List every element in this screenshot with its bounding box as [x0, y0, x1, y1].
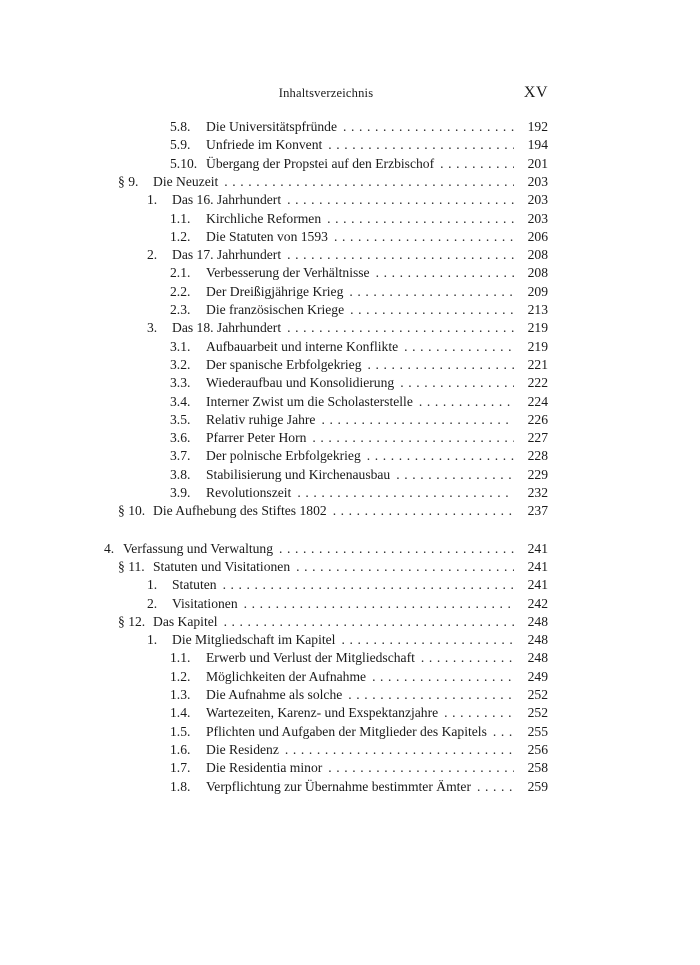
toc-entry-number: 5.10. [170, 155, 198, 171]
toc-leader-dots [287, 319, 514, 337]
toc-entry [170, 429, 548, 447]
toc-entry-number: § 12. [118, 613, 146, 629]
toc-entry-page: 203 [527, 173, 548, 189]
toc-entry-title: Die Residentia minor [206, 760, 323, 776]
toc-entry-title: Pfarrer Peter Horn [206, 430, 307, 446]
toc-entry [170, 411, 548, 429]
toc-entry-page: 208 [527, 247, 548, 263]
toc-entry-number: 1.7. [170, 760, 191, 776]
toc-entry-page: 219 [527, 320, 548, 336]
toc-entry-number: 5.9. [170, 137, 191, 153]
toc-entry [170, 759, 548, 777]
toc-leader-dots [334, 228, 514, 246]
toc-entry-title: Interner Zwist um die Scholasterstelle [206, 393, 413, 409]
toc-leader-dots [477, 778, 514, 796]
toc-entry [170, 136, 548, 154]
toc-entry-page: 258 [527, 760, 548, 776]
toc-entry-number: 1.2. [170, 668, 191, 684]
toc-entry-number: 1.6. [170, 741, 191, 757]
toc-entry [170, 393, 548, 411]
toc-entry-title: Stabilisierung und Kirchenausbau [206, 466, 391, 482]
toc-entry [170, 228, 548, 246]
toc-entry [118, 613, 548, 631]
toc-entry [170, 723, 548, 741]
toc-entry-number: 3.9. [170, 485, 191, 500]
toc-entry [104, 540, 548, 558]
toc-leader-dots [376, 264, 514, 282]
toc-entry [118, 558, 548, 576]
toc-entry [147, 191, 548, 209]
toc-entry-title: Die Statuten von 1593 [206, 228, 328, 244]
toc-entry-page: 194 [527, 137, 548, 153]
toc-entry-number: 5.8. [170, 119, 191, 134]
toc-leader-dots [404, 338, 514, 356]
toc-leader-dots [400, 374, 514, 392]
toc-entry-number: 2.2. [170, 283, 191, 299]
toc-entry-page: 222 [527, 375, 548, 391]
toc-leader-dots [321, 411, 514, 429]
toc-entry [170, 649, 548, 667]
toc-entry-number: § 11. [118, 558, 145, 574]
toc-entry [170, 338, 548, 356]
toc-entry-number: 3.4. [170, 393, 191, 409]
toc-entry-page: 203 [527, 210, 548, 226]
toc-entry [170, 356, 548, 374]
toc-entry [170, 668, 548, 686]
toc-entry-page: 203 [527, 192, 548, 208]
toc-entry-page: 227 [527, 430, 548, 446]
toc-entry-page: 252 [527, 705, 548, 721]
toc-entry-page: 241 [527, 540, 548, 556]
running-head-title: Inhaltsverzeichnis [278, 86, 374, 100]
toc-entry-page: 209 [527, 283, 548, 299]
toc-leader-dots [444, 704, 514, 722]
toc-entry [170, 447, 548, 465]
toc-entry-number: 2.3. [170, 302, 191, 317]
toc-entry-title: Verpflichtung zur Übernahme bestimmter Ämter [206, 778, 471, 794]
toc-entry-page: 252 [527, 687, 548, 702]
toc-leader-dots [349, 283, 514, 301]
toc-leader-dots [312, 429, 514, 447]
toc-entry [147, 246, 548, 264]
toc-entry-title: Kirchliche Reformen [206, 210, 322, 226]
toc-entry-title: Statuten [172, 577, 217, 593]
toc-leader-dots [440, 155, 514, 173]
toc-entry-number: 3.8. [170, 466, 191, 482]
toc-entry-page: 248 [527, 632, 548, 648]
toc-entry-page: 259 [527, 778, 548, 794]
toc-leader-dots [421, 649, 514, 667]
toc-leader-dots [224, 173, 514, 191]
toc-entry [170, 466, 548, 484]
toc-entry [147, 576, 548, 594]
toc-entry-title: Die Mitgliedschaft im Kapitel [172, 632, 336, 648]
toc-leader-dots [333, 502, 514, 520]
toc-entry [147, 595, 548, 613]
toc-entry-title: Wartezeiten, Karenz- und Exspektanzjahre [206, 705, 439, 721]
toc-entry-title: Der spanische Erbfolgekrieg [206, 356, 362, 372]
toc-entry-title: Die Universitätspfründe [206, 119, 337, 134]
toc-entry-number: 1.4. [170, 705, 191, 721]
running-head [104, 84, 548, 104]
toc-entry [170, 210, 548, 228]
toc-leader-dots [328, 759, 514, 777]
toc-entry-title: Die Residenz [206, 741, 279, 757]
toc-entry [147, 319, 548, 337]
toc-entry-title: Übergang der Propstei auf den Erzbischof [206, 155, 435, 171]
toc-entry-page: 232 [527, 485, 548, 500]
toc-entry-number: 1.5. [170, 723, 191, 739]
toc-entry-page: 237 [527, 503, 548, 519]
toc-leader-dots [367, 447, 514, 465]
toc-leader-dots [297, 484, 514, 502]
toc-entry-title: Revolutionszeit [206, 485, 292, 500]
running-head-page-number: XV [523, 84, 548, 101]
toc-entry-number: 3.3. [170, 375, 191, 391]
toc-entry-number: 1.8. [170, 778, 191, 794]
toc-entry-page: 241 [527, 558, 548, 574]
toc-leader-dots [343, 118, 514, 136]
toc-entry-number: 1. [147, 577, 158, 593]
toc-entry [118, 173, 548, 191]
toc-entry-page: 224 [527, 393, 548, 409]
toc-entry [170, 301, 548, 319]
toc-entry-page: 228 [527, 448, 548, 464]
toc-leader-dots [287, 191, 514, 209]
toc-leader-dots [285, 741, 514, 759]
toc-entry-page: 249 [527, 668, 548, 684]
toc-entry-number: 1. [147, 632, 158, 648]
toc-entry-title: Verfassung und Verwaltung [123, 540, 274, 556]
toc-entry-title: Erwerb und Verlust der Mitgliedschaft [206, 650, 415, 666]
toc-entry [170, 704, 548, 722]
toc-entry-page: 206 [527, 228, 548, 244]
toc-entry [170, 155, 548, 173]
toc-entry-title: Die französischen Kriege [206, 302, 345, 317]
toc-entry-title: Der Dreißigjährige Krieg [206, 283, 344, 299]
toc-entry-number: 3.6. [170, 430, 191, 446]
toc-entry [170, 118, 548, 136]
toc-entry-title: Relativ ruhige Jahre [206, 411, 316, 427]
toc-entry-title: Aufbauarbeit und interne Konflikte [206, 338, 399, 354]
toc-leader-dots [372, 668, 514, 686]
toc-entry-title: Das Kapitel [153, 613, 218, 629]
toc-entry-title: Das 17. Jahrhundert [172, 247, 282, 263]
toc-entry-title: Der polnische Erbfolgekrieg [206, 448, 361, 464]
toc-entry-page: 213 [527, 302, 548, 317]
toc-leader-dots [341, 631, 514, 649]
toc-entry-title: Pflichten und Aufgaben der Mitglieder des Kapitels [206, 723, 487, 739]
toc-entry-title: Möglichkeiten der Aufnahme [206, 668, 367, 684]
toc-leader-dots [348, 686, 514, 704]
toc-entry-page: 248 [527, 650, 548, 666]
toc-entry [170, 686, 548, 704]
toc-entry [147, 631, 548, 649]
toc-entry-page: 256 [527, 741, 548, 757]
toc-leader-dots [396, 466, 514, 484]
toc-entry-number: 2. [147, 595, 158, 611]
toc-entry-title: Statuten und Visitationen [153, 558, 291, 574]
toc-entry-number: 3. [147, 320, 158, 336]
toc-leader-dots [223, 576, 514, 594]
toc-entry-page: 219 [527, 338, 548, 354]
toc-entry-page: 248 [527, 613, 548, 629]
toc-leader-dots [279, 540, 514, 558]
toc-entry-number: 1.2. [170, 228, 191, 244]
toc-entry-page: 221 [527, 356, 548, 372]
toc-leader-dots [224, 613, 514, 631]
toc-entry [170, 283, 548, 301]
toc-entry-title: Unfriede im Konvent [206, 137, 323, 153]
toc-entry-title: Das 18. Jahrhundert [172, 320, 282, 336]
toc-entry-number: 1.3. [170, 687, 191, 702]
toc-entry-number: 3.5. [170, 411, 191, 427]
toc-entry [118, 502, 548, 520]
toc-entry-number: 3.1. [170, 338, 191, 354]
toc-entry-title: Die Neuzeit [153, 173, 219, 189]
toc-leader-dots [368, 356, 514, 374]
toc-entry-number: 1.1. [170, 210, 191, 226]
toc-entry-title: Wiederaufbau und Konsolidierung [206, 375, 395, 391]
toc-entry-page: 255 [527, 723, 548, 739]
toc-entry [170, 778, 548, 796]
toc-entry [170, 741, 548, 759]
toc-leader-dots [327, 210, 514, 228]
toc-entry-page: 208 [527, 265, 548, 281]
toc-entry-page: 229 [527, 466, 548, 482]
toc-leader-dots [296, 558, 514, 576]
toc-leader-dots [419, 393, 514, 411]
toc-leader-dots [493, 723, 514, 741]
toc-entry-page: 192 [527, 119, 548, 134]
toc-entry-page: 242 [527, 595, 548, 611]
toc-leader-dots [287, 246, 514, 264]
toc-entry-number: § 10. [118, 503, 146, 519]
toc-entry-number: 4. [104, 540, 115, 556]
toc-entry-title: Die Aufnahme als solche [206, 687, 343, 702]
toc-entry-page: 241 [527, 577, 548, 593]
toc-entry-number: § 9. [118, 173, 139, 189]
toc-entry [170, 374, 548, 392]
toc-entry [170, 264, 548, 282]
toc-entry-number: 3.2. [170, 356, 191, 372]
toc-entry-title: Verbesserung der Verhältnisse [206, 265, 370, 281]
toc-leader-dots [350, 301, 514, 319]
toc-leader-dots [328, 136, 514, 154]
toc-entry-number: 3.7. [170, 448, 191, 464]
toc-entry-number: 2. [147, 247, 158, 263]
toc-entry-title: Das 16. Jahrhundert [172, 192, 282, 208]
toc-entry-number: 1.1. [170, 650, 191, 666]
toc-entry-number: 1. [147, 192, 158, 208]
toc-entry [170, 484, 548, 502]
toc-entry-title: Die Aufhebung des Stiftes 1802 [153, 503, 327, 519]
toc-entry-page: 226 [527, 411, 548, 427]
toc-leader-dots [244, 595, 514, 613]
toc-entry-number: 2.1. [170, 265, 191, 281]
toc-entry-page: 201 [527, 155, 548, 171]
toc-entry-title: Visitationen [172, 595, 238, 611]
